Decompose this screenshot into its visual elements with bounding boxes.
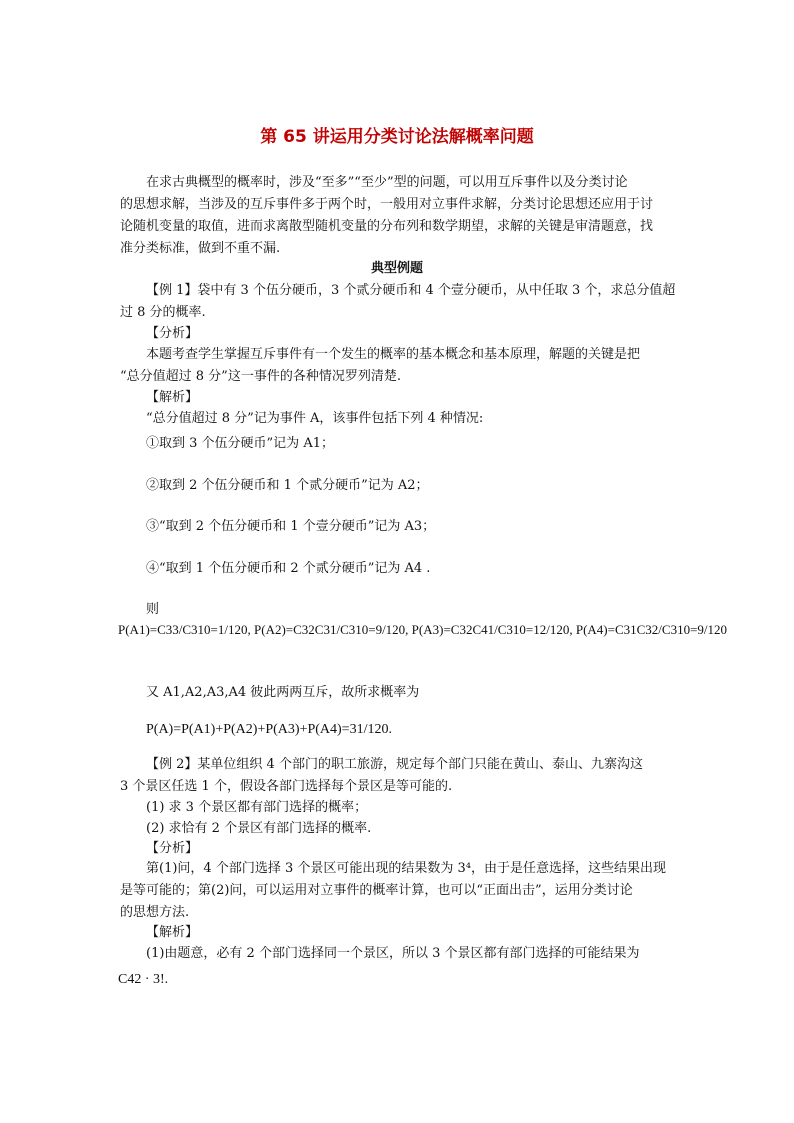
example-2-line-1: 【例 2】某单位组织 4 个部门的职工旅游，规定每个部门只能在黄山、泰山、九寨沟这	[146, 757, 643, 772]
example-2-analysis-3: 的思想方法.	[120, 905, 190, 920]
example-2-analysis-2: 是等可能的；第(2)问，可以运用对立事件的概率计算，也可以“正面出击”，运用分类讨论	[120, 883, 633, 898]
combination-expression: C42 · 3!.	[118, 972, 169, 987]
example-1-analysis-label: 【分析】	[146, 326, 199, 341]
example-2-solution-label: 【解析】	[146, 925, 199, 940]
intro-line-1: 在求古典概型的概率时，涉及“至多”“至少”型的问题，可以用互斥事件以及分类讨论	[146, 175, 628, 190]
example-1-analysis-1: 本题考查学生掌握互斥事件有一个发生的概率的基本概念和基本原理，解题的关键是把	[146, 347, 641, 362]
page-title: 第 65 讲运用分类讨论法解概率问题	[260, 127, 534, 147]
case-2: ②取到 2 个伍分硬币和 1 个贰分硬币”记为 A2；	[146, 478, 429, 493]
example-1-solution-intro: “总分值超过 8 分”记为事件 A，该事件包括下列 4 种情况:	[146, 411, 484, 426]
intro-line-4: 准分类标准，做到不重不漏.	[120, 241, 281, 256]
case-1: ①取到 3 个伍分硬币”记为 A1；	[146, 436, 334, 451]
example-2-analysis-label: 【分析】	[146, 841, 199, 856]
example-2-analysis-1: 第(1)问，4 个部门选择 3 个景区可能出现的结果数为 3⁴，由于是任意选择，这些结果出现	[146, 861, 666, 876]
intro-line-2: 的思想求解，当涉及的互斥事件多于两个时，一般用对立事件求解，分类讨论思想还应用于讨	[120, 197, 654, 212]
example-2-question-1: (1) 求 3 个景区都有部门选择的概率；	[146, 800, 368, 815]
total-probability-formula: P(A)=P(A1)+P(A2)+P(A3)+P(A4)=31/120.	[146, 722, 392, 737]
probability-formulas: P(A1)=C33/C310=1/120, P(A2)=C32C31/C310=9/120, P(A3)=C32C41/C310=12/120, P(A4)=C31C32/C310=9/120	[118, 622, 728, 637]
example-1-solution-label: 【解析】	[146, 390, 199, 405]
intro-line-3: 论随机变量的取值，进而求离散型随机变量的分布列和数学期望，求解的关键是审清题意，找	[120, 219, 654, 234]
example-2-line-2: 3 个景区任选 1 个，假设各部门选择每个景区是等可能的.	[120, 779, 453, 794]
case-3: ③“取到 2 个伍分硬币和 1 个壹分硬币”记为 A3；	[146, 519, 436, 534]
example-1-line-1: 【例 1】袋中有 3 个伍分硬币，3 个贰分硬币和 4 个壹分硬币，从中任取 3 个，求总分值超	[146, 283, 676, 298]
mutual-exclusion-text: 又 A1,A2,A3,A4 彼此两两互斥，故所求概率为	[146, 685, 420, 700]
then-text: 则	[146, 602, 160, 617]
example-1-analysis-2: “总分值超过 8 分”这一事件的各种情况罗列清楚.	[120, 369, 401, 384]
example-1-line-2: 过 8 分的概率.	[120, 305, 206, 320]
example-2-solution-1: (1)由题意，必有 2 个部门选择同一个景区，所以 3 个景区都有部门选择的可能结果为	[146, 946, 640, 961]
example-2-question-2: (2) 求恰有 2 个景区有部门选择的概率.	[146, 821, 372, 836]
case-4: ④“取到 1 个伍分硬币和 2 个贰分硬币”记为 A4 .	[146, 561, 431, 576]
section-heading: 典型例题	[370, 261, 423, 276]
